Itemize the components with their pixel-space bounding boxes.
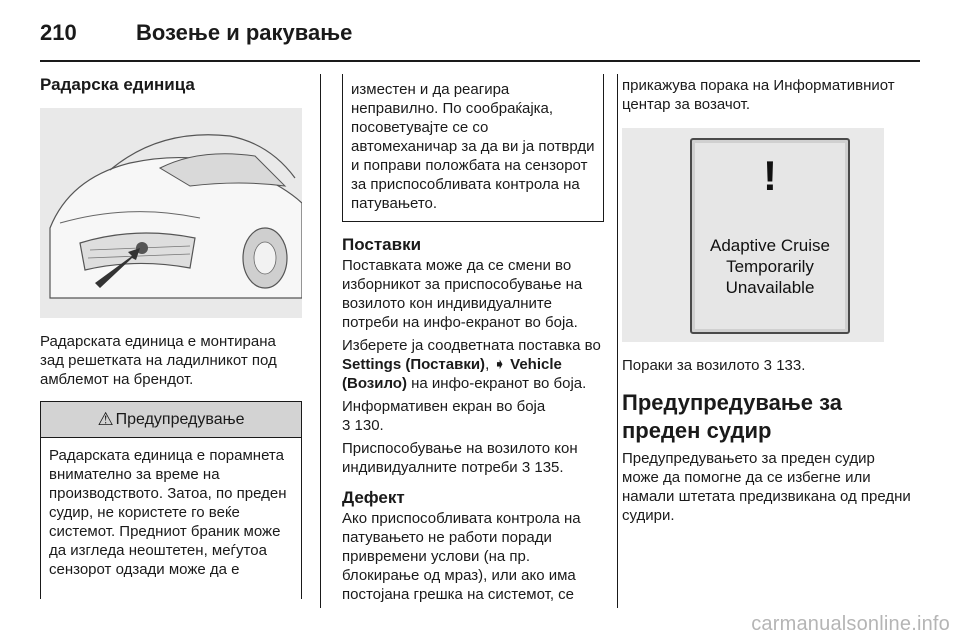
- page-ref-130: 3 130.: [342, 417, 384, 434]
- watermark: carmanualsonline.info: [751, 613, 950, 635]
- arrow-right-icon: ➧: [493, 356, 506, 373]
- header-rule: [40, 60, 920, 62]
- fault-paragraph-continued: прикажува порака на Информативниот центар за возачот.: [622, 77, 895, 113]
- column-3: [622, 74, 912, 525]
- chapter-title: Возење и ракување: [136, 20, 353, 45]
- display-line-2: Temporarily: [726, 257, 814, 276]
- settings-heading: Поставки: [342, 235, 422, 254]
- radar-unit-heading: Радарска единица: [40, 75, 195, 94]
- collision-heading: Предупредување за преден судир: [622, 390, 843, 443]
- display-line-3: Unavailable: [725, 278, 815, 297]
- fault-heading: Дефект: [342, 488, 405, 507]
- info-display-ref-text: Информативен екран во боја: [342, 398, 546, 415]
- warning-box-continued: изместен и да реагира неправилно. По сообраќајка, посоветувајте се со автомеханичар за да ви ја потврди и поправи положбата на сензорот за приспособливата контрола на патувањето.: [342, 74, 604, 222]
- settings-p2-suffix: на инфо-екранот во боја.: [406, 375, 587, 392]
- warning-box: [40, 401, 302, 599]
- vehicle-menu-label: Vehicle (Возило): [342, 356, 562, 392]
- car-front-illustration: [40, 108, 302, 318]
- column-divider-2: [617, 74, 618, 608]
- column-divider-1: [320, 74, 321, 608]
- settings-paragraph-4: [342, 439, 604, 477]
- personalisation-ref-text: Приспособување на возилото кон индивидуалните потреби: [342, 440, 578, 476]
- settings-p2-prefix: Изберете ја соодветната поставка во: [342, 337, 601, 354]
- warning-title: Предупредување: [115, 410, 245, 428]
- warning-text: Радарската единица е порамнета внимателно за време на производството. Затоа, по преден судир, не користете го веќе системот. Предниот браник може да изгледа неоштетен, меѓутоа сензорот одзади може да е: [49, 447, 287, 578]
- settings-menu-label: Settings (Поставки): [342, 356, 486, 373]
- settings-paragraph-2: Изберете ја соодветната поставка во Settings (Поставки), ➧ Vehicle (Возило) на инфо-екранот во боја.: [342, 337, 601, 392]
- radar-unit-paragraph: Радарската единица е монтирана зад решетката на ладилникот под амблемот на брендот.: [40, 333, 277, 388]
- display-line-1: Adaptive Cruise: [709, 236, 830, 255]
- column-2: [342, 74, 604, 604]
- display-panel: [690, 138, 850, 334]
- warning-header: [41, 402, 301, 438]
- driver-info-display-illustration: [622, 128, 884, 342]
- column-1: [40, 74, 302, 599]
- settings-paragraph-1: Поставката може да се смени во изборникот за приспособување на возилото кон индивидуалните потреби на инфо-екранот во боја.: [342, 257, 583, 331]
- display-caption: Пораки за возилото 3 133.: [622, 357, 806, 374]
- settings-paragraph-3: [342, 397, 604, 435]
- page-number: 210: [40, 20, 77, 45]
- fault-paragraph: Ако приспособливата контрола на патувањето не работи поради привремени услови (на пр. блокирање од мраз), или ако има постојана грешка на системот, се: [342, 510, 581, 603]
- page-header: [40, 14, 920, 54]
- page-ref-135: 3 135.: [521, 459, 564, 476]
- exclamation-icon: !: [763, 152, 777, 199]
- warning-triangle-icon: ⚠: [97, 409, 114, 429]
- collision-paragraph: Предупредувањето за преден судир може да помогне да се избегне или намали штетата предизвикана од предни судири.: [622, 450, 911, 524]
